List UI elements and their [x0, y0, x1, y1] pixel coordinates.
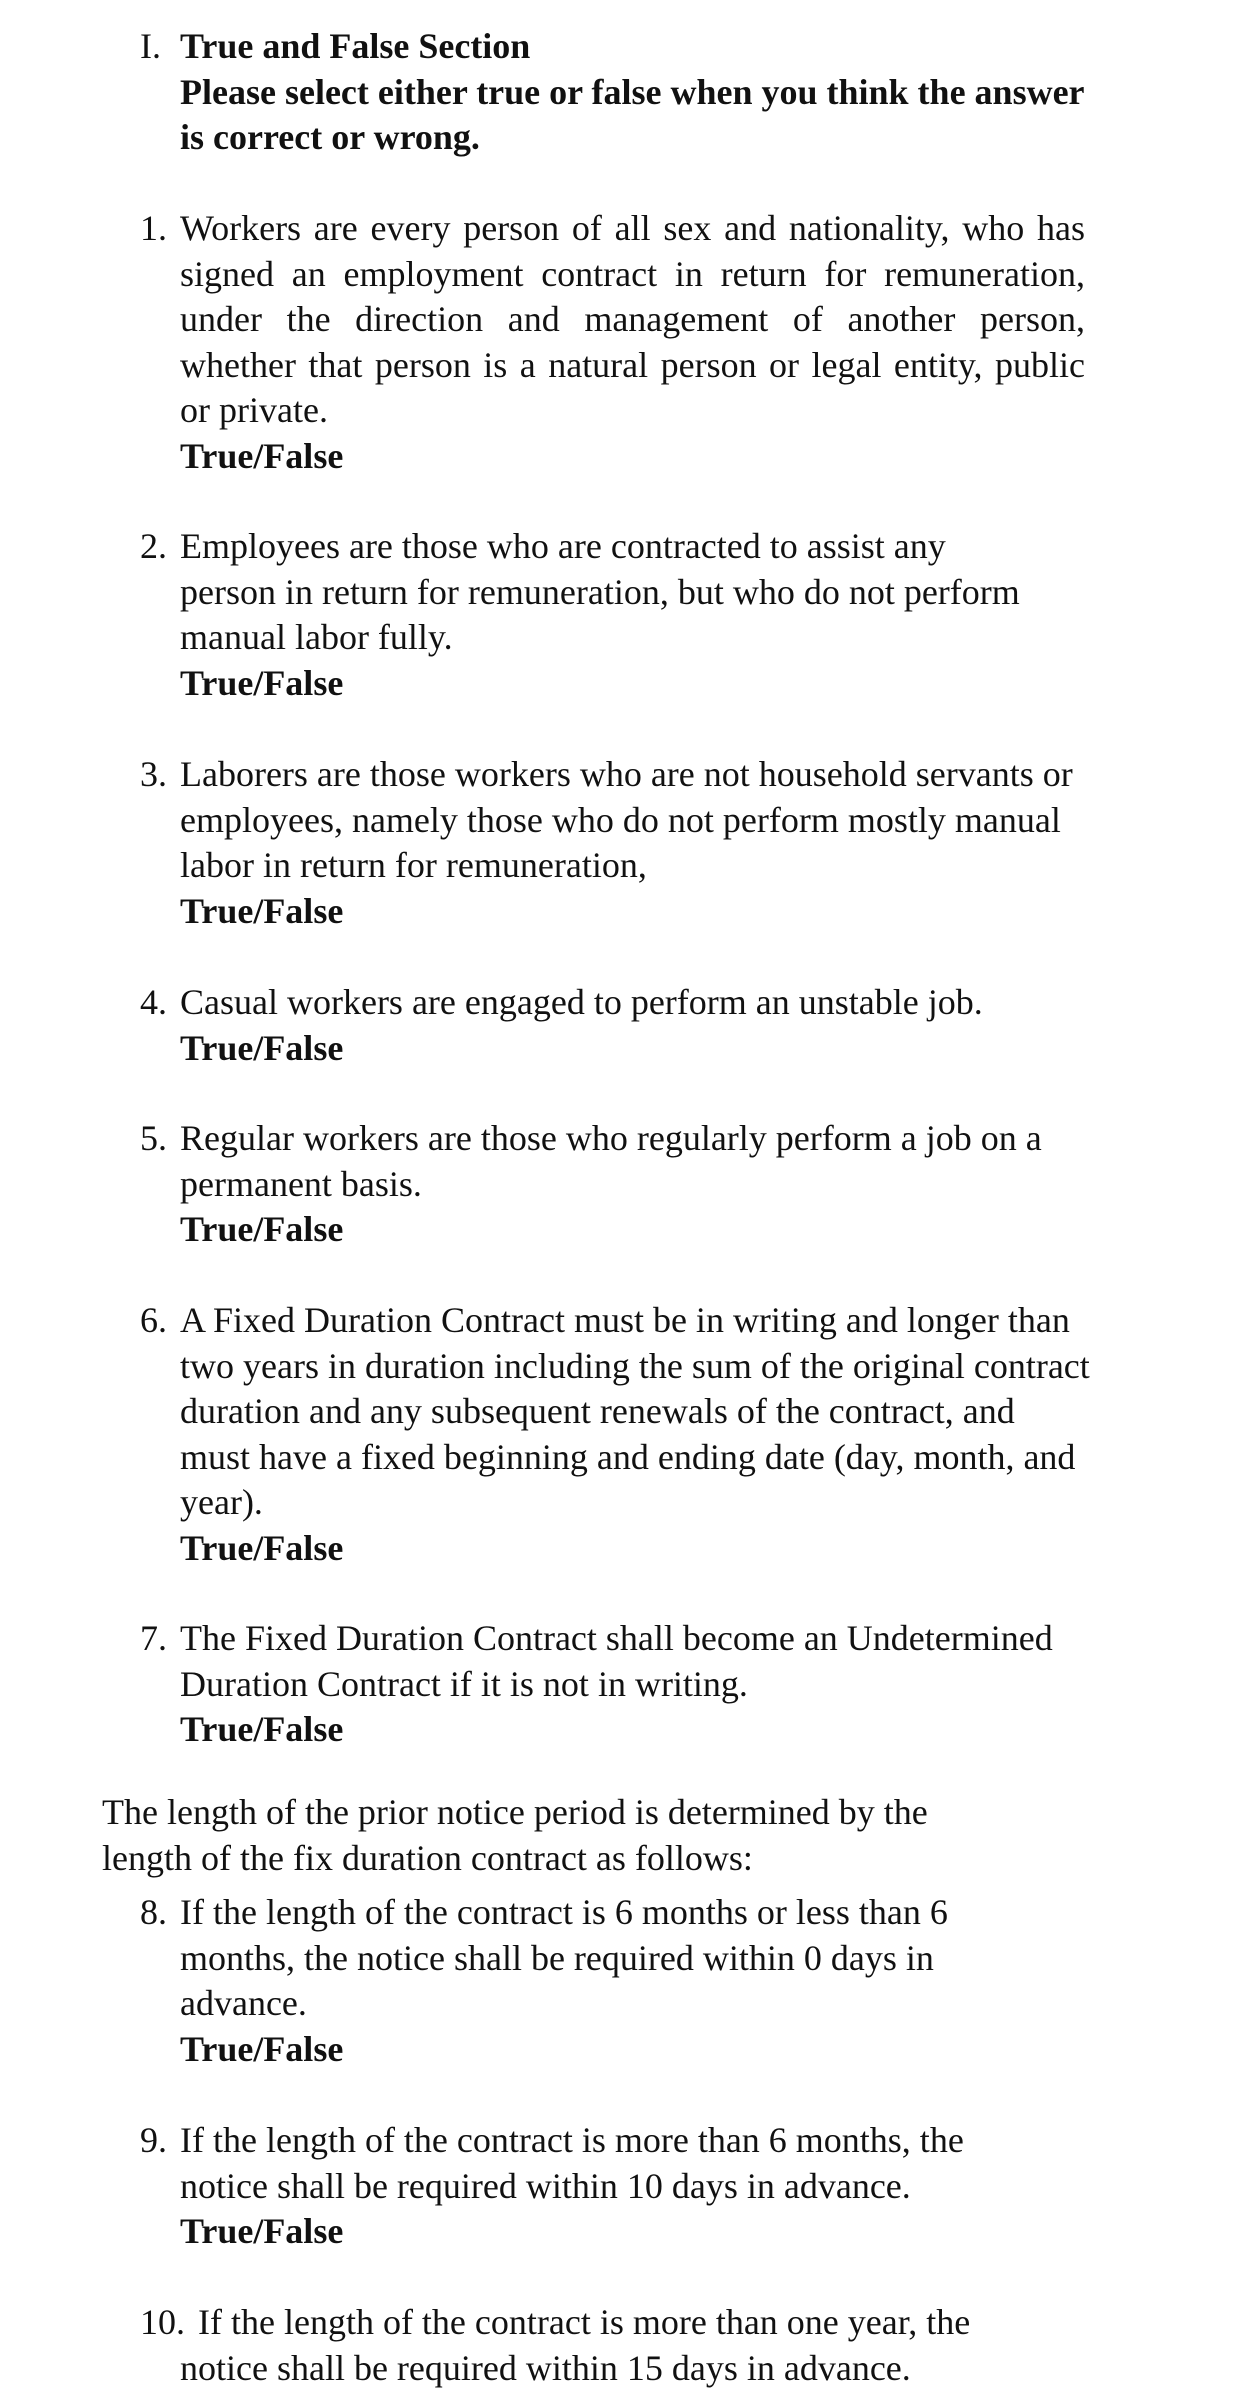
question-text: Regular workers are those who regularly perform a job on a permanent basis.	[180, 1118, 1042, 1204]
question-5	[140, 1116, 1080, 1253]
question-text: If the length of the contract is 6 months or less than 6 months, the notice shall be required within 0 days in advance.	[180, 1892, 948, 2023]
question-text: Casual workers are engaged to perform an unstable job.	[180, 982, 983, 1022]
question-1	[140, 206, 1085, 479]
question-text: Laborers are those workers who are not household servants or employees, namely those who do not perform mostly manual labor in return for remuneration,	[180, 754, 1073, 885]
question-4	[140, 980, 1080, 1071]
question-9	[140, 2118, 1080, 2255]
question-10	[140, 2300, 1080, 2391]
question-number: 5.	[140, 1118, 167, 1158]
question-6	[140, 1298, 1090, 1571]
true-false-option[interactable]: True/False	[180, 435, 344, 476]
question-text: A Fixed Duration Contract must be in writing and longer than two years in duration including the sum of the original contract duration and any subsequent renewals of the contract, and must have a fixed beginning and ending date (day, month, and year).	[180, 1300, 1090, 1522]
section-instruction: Please select either true or false when you think the answer is correct or wrong.	[180, 71, 1084, 157]
question-text: Employees are those who are contracted to assist any person in return for remuneration, but who do not perform manual labor fully.	[180, 526, 1020, 657]
section-title: True and False Section	[180, 26, 531, 66]
question-text: The Fixed Duration Contract shall become an Undetermined Duration Contract if it is not in writing.	[180, 1618, 1053, 1704]
true-false-option[interactable]: True/False	[180, 1209, 344, 1249]
section-number: I.	[140, 26, 161, 66]
question-number: 1.	[140, 208, 167, 248]
question-number: 2.	[140, 526, 167, 566]
true-false-option[interactable]: True/False	[180, 662, 344, 703]
question-7	[140, 1616, 1080, 1753]
question-text: Workers are every person of all sex and nationality, who has signed an employment contract in return for remuneration, under the direction and management of another person, whether that person is a natural person or legal entity, public or private.	[180, 208, 1085, 430]
question-text: If the length of the contract is more than 6 months, the notice shall be required within 10 days in advance.	[180, 2120, 964, 2206]
question-number: 10.	[140, 2302, 185, 2342]
question-number: 4.	[140, 982, 167, 1022]
question-number: 7.	[140, 1618, 167, 1658]
true-false-option[interactable]: True/False	[180, 1027, 344, 1068]
true-false-option[interactable]: True/False	[180, 890, 344, 931]
true-false-option[interactable]: True/False	[180, 2211, 344, 2251]
question-text: If the length of the contract is more than one year, the notice shall be required within 15 days in advance.	[180, 2302, 971, 2388]
question-number: 3.	[140, 754, 167, 794]
question-2	[140, 524, 1080, 706]
question-8	[140, 1890, 1080, 2072]
true-false-option[interactable]: True/False	[180, 2028, 344, 2069]
question-3	[140, 752, 1080, 934]
question-number: 9.	[140, 2120, 167, 2160]
true-false-option[interactable]: True/False	[180, 1709, 344, 1749]
question-number: 8.	[140, 1892, 167, 1932]
true-false-option[interactable]: True/False	[180, 1527, 344, 1568]
section-heading	[140, 24, 1100, 161]
question-number: 6.	[140, 1300, 167, 1340]
notice-period-intro: The length of the prior notice period is determined by the length of the fix duration contract as follows:	[102, 1792, 928, 1878]
